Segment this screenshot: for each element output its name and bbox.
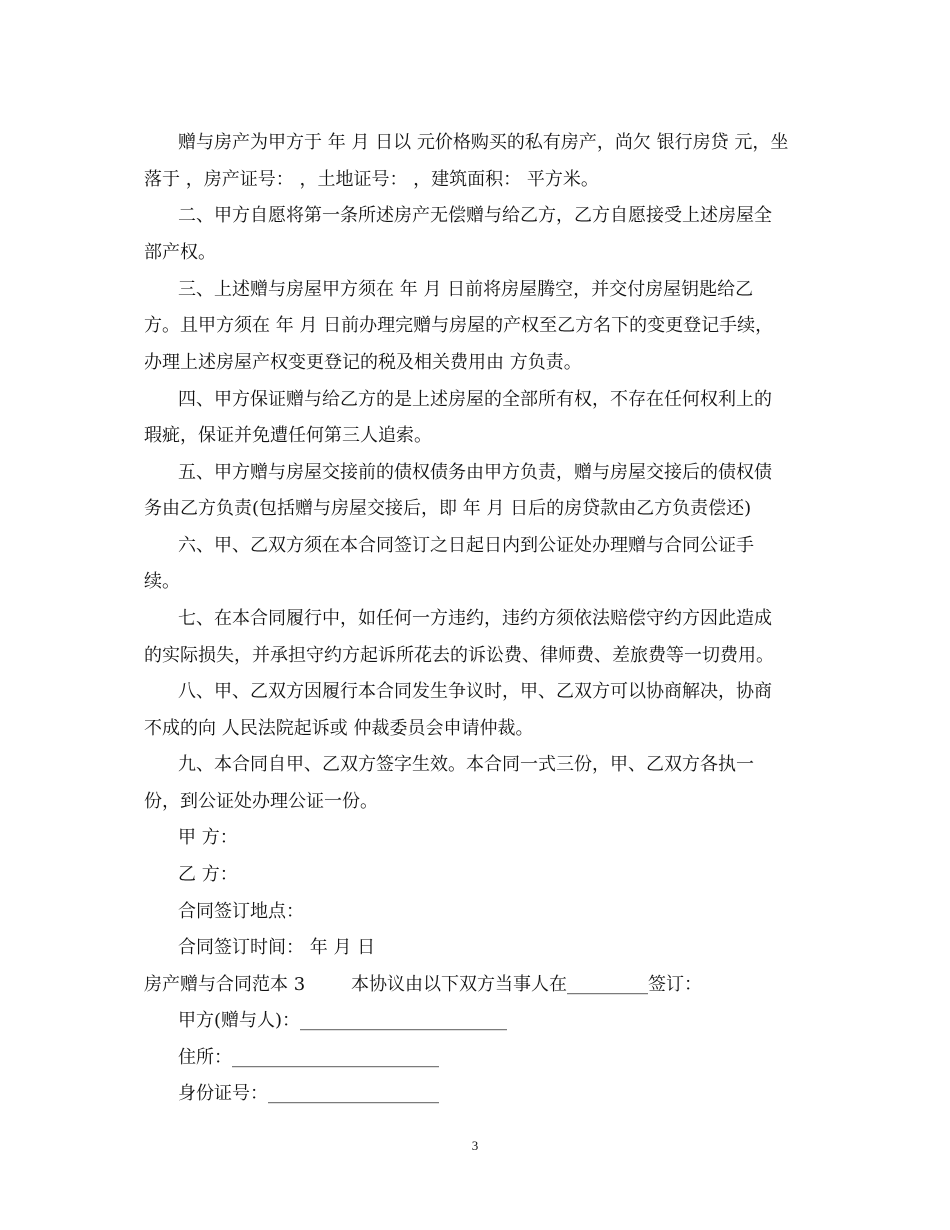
text-line: 份，到公证处办理公证一份。 (144, 791, 378, 812)
text-line: 九、本合同自甲、乙双方签字生效。本合同一式三份，甲、乙双方各执一 (178, 754, 754, 775)
text-line: 续。 (144, 571, 180, 592)
text-line: 方。且甲方须在 年 月 日前办理完赠与房屋的产权至乙方名下的变更登记手续， (144, 315, 774, 336)
signature-party-a: 甲 方： (178, 827, 238, 848)
text-line: 三、上述赠与房屋甲方须在 年 月 日前将房屋腾空，并交付房屋钥匙给乙 (178, 279, 754, 300)
text-line: 七、在本合同履行中，如任何一方违约，违约方须依法赔偿守约方因此造成 (178, 608, 772, 629)
text-line: 不成的向 人民法院起诉或 仲裁委员会申请仲裁。 (144, 718, 534, 739)
text-line: 二、甲方自愿将第一条所述房产无偿赠与给乙方，乙方自愿接受上述房屋全 (178, 205, 772, 226)
text-line: 赠与房产为甲方于 年 月 日以 元价格购买的私有房产，尚欠 银行房贷 元，坐 (178, 132, 789, 153)
text-line: 办理上述房屋产权变更登记的税及相关费用由 方负责。 (144, 352, 582, 373)
text-line: 务由乙方负责(包括赠与房屋交接后，即 年 月 日后的房贷款由乙方负责偿还) (144, 498, 752, 519)
text-line: 五、甲方赠与房屋交接前的债权债务由甲方负责，赠与房屋交接后的债权债 (178, 462, 772, 483)
text-line: 落于 ，房产证号： ，土地证号： ，建筑面积： 平方米。 (144, 169, 599, 190)
section-heading: 房产赠与合同范本 3 本协议由以下双方当事人在_________签订： (144, 974, 702, 995)
signature-party-b: 乙 方： (178, 864, 238, 885)
id-number-field: 身份证号：___________________ (178, 1083, 439, 1104)
text-line: 部产权。 (144, 242, 216, 263)
text-line: 瑕疵，保证并免遭任何第三人追索。 (144, 425, 432, 446)
text-line: 的实际损失，并承担守约方起诉所花去的诉讼费、律师费、差旅费等一切费用。 (144, 645, 774, 666)
signing-date: 合同签订时间： 年 月 日 (178, 937, 376, 958)
text-line: 六、甲、乙双方须在本合同签订之日起日内到公证处办理赠与合同公证手 (178, 535, 754, 556)
text-line: 八、甲、乙双方因履行本合同发生争议时，甲、乙双方可以协商解决，协商 (178, 681, 772, 702)
signing-place: 合同签订地点： (178, 901, 304, 922)
donor-field: 甲方(赠与人)：_______________________ (178, 1010, 508, 1031)
page-number: 3 (471, 1138, 479, 1153)
address-field: 住所：_______________________ (178, 1047, 439, 1068)
text-line: 四、甲方保证赠与给乙方的是上述房屋的全部所有权，不存在任何权利上的 (178, 389, 772, 410)
